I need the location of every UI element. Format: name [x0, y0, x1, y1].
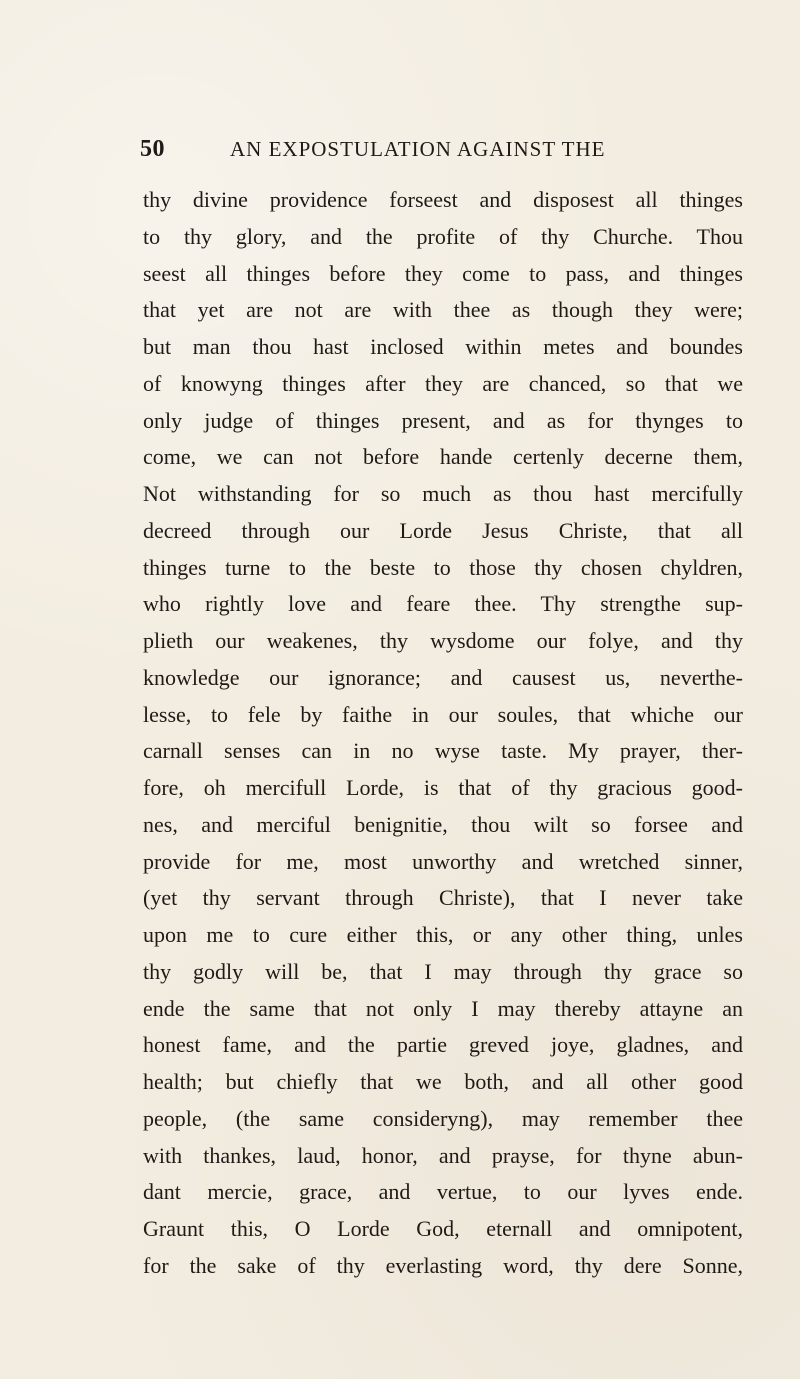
- text-line: plieth our weakenes, thy wysdome our folye, and thy: [143, 628, 743, 653]
- text-line: ende the same that not only I may thereby attayne an: [143, 995, 743, 1021]
- text-line: upon me to cure either this, or any other thing, unles: [143, 922, 743, 947]
- text-line: to thy glory, and the profite of thy Churche. Thou: [143, 223, 743, 249]
- text-line: of knowyng thinges after they are chanced, so that we: [143, 370, 743, 396]
- text-line: nes, and merciful benignitie, thou wilt so forsee and: [143, 811, 743, 837]
- text-line: decreed through our Lorde Jesus Christe, that all: [143, 517, 743, 543]
- text-line: (yet thy servant through Christe), that I never take: [143, 885, 743, 911]
- text-line: Graunt this, O Lorde God, eternall and omnipotent,: [143, 1216, 743, 1241]
- text-line: who rightly love and feare thee. Thy strengthe sup-: [143, 591, 743, 617]
- text-line: come, we can not before hande certenly decerne them,: [143, 444, 743, 470]
- text-line: knowledge our ignorance; and causest us, neverthe-: [143, 664, 743, 690]
- running-head: [140, 134, 660, 164]
- text-line: health; but chiefly that we both, and all other good: [143, 1069, 743, 1094]
- body-text: [143, 182, 743, 1285]
- text-line: with thankes, laud, honor, and prayse, for thyne abun-: [143, 1142, 743, 1168]
- text-line: lesse, to fele by faithe in our soules, that whiche our: [143, 701, 743, 727]
- text-line: seest all thinges before they come to pass, and thinges: [143, 260, 743, 286]
- text-line: carnall senses can in no wyse taste. My prayer, ther-: [143, 738, 743, 764]
- text-line: only judge of thinges present, and as for thynges to: [143, 407, 743, 433]
- text-line: honest fame, and the partie greved joye, gladnes, and: [143, 1032, 743, 1058]
- running-title: AN EXPOSTULATION AGAINST THE: [230, 137, 606, 161]
- text-line: fore, oh mercifull Lorde, is that of thy gracious good-: [143, 775, 743, 800]
- text-line: thy godly will be, that I may through thy grace so: [143, 958, 743, 984]
- text-line: but man thou hast inclosed within metes and boundes: [143, 334, 743, 359]
- text-line: that yet are not are with thee as though they were;: [143, 297, 743, 323]
- text-line: provide for me, most unworthy and wretched sinner,: [143, 848, 743, 874]
- text-line: thinges turne to the beste to those thy chosen chyldren,: [143, 554, 743, 580]
- text-line: Not withstanding for so much as thou hast mercifully: [143, 481, 743, 506]
- text-line: thy divine providence forseest and disposest all thinges: [143, 187, 743, 212]
- text-line: people, (the same consideryng), may remember thee: [143, 1105, 743, 1131]
- text-line: dant mercie, grace, and vertue, to our lyves ende.: [143, 1179, 743, 1205]
- text-line: for the sake of thy everlasting word, thy dere Sonne,: [143, 1252, 743, 1278]
- page-number: 50: [140, 136, 165, 162]
